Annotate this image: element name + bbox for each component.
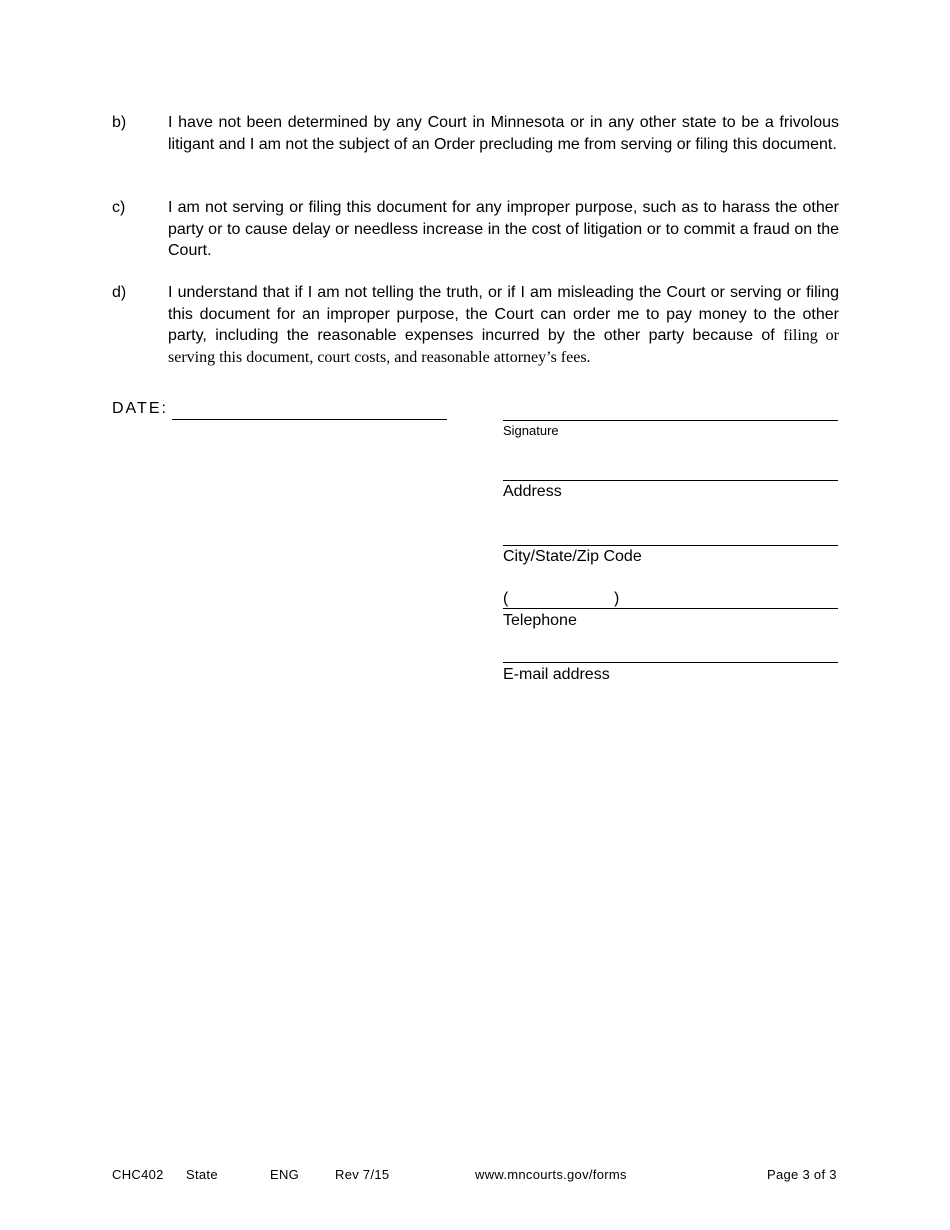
clause-text: I have not been determined by any Court in Minnesota or in any other state to be a frivolous litigant and I am not the subject of an Order precluding me from serving or filing this document. [168, 114, 839, 153]
date-label: DATE: [112, 400, 168, 417]
clause-letter: c) [112, 199, 126, 216]
date-field-line[interactable] [172, 419, 447, 420]
clause-b [112, 112, 839, 155]
clause-d [112, 282, 839, 368]
footer-jurisdiction: State [186, 1167, 218, 1182]
city-state-zip-field-line[interactable] [503, 545, 838, 546]
clause-text: I am not serving or filing this document for any improper purpose, such as to harass the other party or to cause delay or needless increase in the cost of litigation or to commit a fraud on the Court. [168, 199, 839, 259]
phone-close-paren: ) [614, 590, 620, 607]
clause-text-tail: filing or serving this document, court costs, and reasonable attorney’s fees. [168, 327, 840, 366]
address-label: Address [503, 483, 562, 500]
clause-letter: d) [112, 284, 127, 301]
clause-text-container [168, 282, 839, 368]
telephone-field-line[interactable] [503, 608, 838, 609]
clause-text: I understand that if I am not telling the truth, or if I am misleading the Court or serving or filing this document for an improper purpose, the Court can order me to pay money to the other party, including the reasonable expenses incurred by the other party because of [168, 284, 839, 344]
phone-open-paren: ( [503, 590, 509, 607]
signature-label: Signature [503, 423, 559, 438]
footer-form-code: CHC402 [112, 1167, 164, 1182]
email-field-line[interactable] [503, 662, 838, 663]
telephone-label: Telephone [503, 612, 577, 629]
footer-language: ENG [270, 1167, 300, 1182]
footer-page-number: Page 3 of 3 [767, 1167, 837, 1182]
signature-field-line[interactable] [503, 420, 838, 421]
city-state-zip-label: City/State/Zip Code [503, 548, 642, 565]
clause-letter: b) [112, 114, 127, 131]
email-label: E-mail address [503, 666, 610, 683]
footer-website[interactable]: www.mncourts.gov/forms [475, 1167, 627, 1182]
address-field-line[interactable] [503, 480, 838, 481]
footer-revision: Rev 7/15 [335, 1167, 390, 1182]
clause-c [112, 197, 839, 262]
